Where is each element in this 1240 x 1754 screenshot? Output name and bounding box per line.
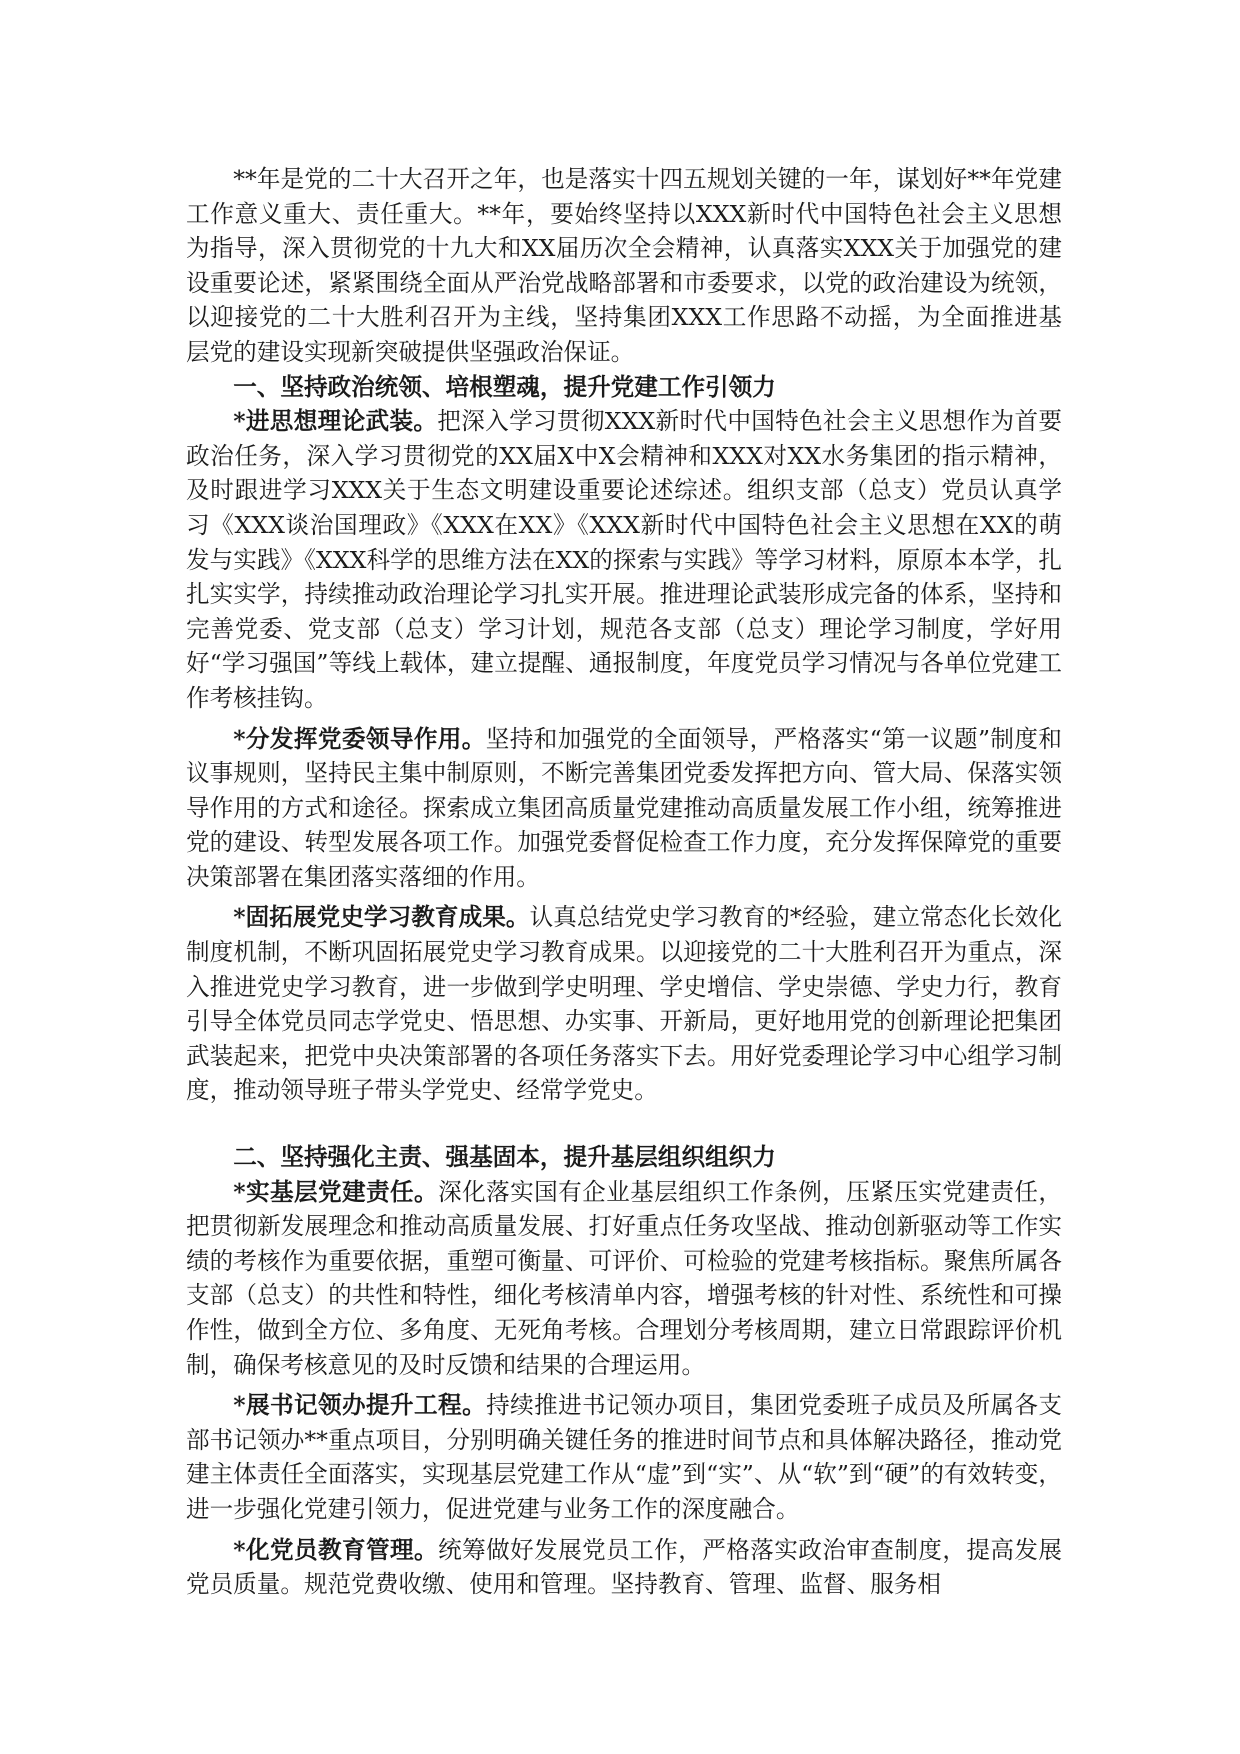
paragraph [186, 722, 1062, 895]
paragraph [186, 1533, 1062, 1602]
paragraph-lead: *实基层党建责任。 [233, 1177, 439, 1206]
paragraph-lead: *展书记领办提升工程。 [233, 1391, 487, 1420]
paragraph-body: 持续推进书记领办项目，集团党委班子成员及所属各支部书记领办**重点项目，分别明确关键任务的推进时间节点和具体解决路径，推动党建主体责任全面落实，实现基层党建工作从“虚”到“实”、从“软”到“硬”的有效转变，进一步强化党建引领力，促进党建与业务工作的深度融合。 [186, 1391, 1063, 1523]
section-heading: 一、坚持政治统领、培根塑魂，提升党建工作引领力 [233, 372, 776, 401]
paragraph-lead: *分发挥党委领导作用。 [233, 724, 486, 753]
section-heading: 二、坚持强化主责、强基固本，提升基层组织组织力 [233, 1143, 776, 1172]
paragraph-lead: *化党员教育管理。 [233, 1535, 439, 1564]
paragraph-body: 深化落实国有企业基层组织工作条例，压紧压实党建责任，把贯彻新发展理念和推动高质量发展、打好重点任务攻坚战、推动创新驱动等工作实绩的考核作为重要依据，重塑可衡量、可评价、可检验的党建考核指标。聚焦所属各支部（总支）的共性和特性，细化考核清单内容，增强考核的针对性、系统性和可操作性，做到全方位、多角度、无死角考核。合理划分考核周期，建立日常跟踪评价机制，确保考核意见的及时反馈和结果的合理运用。 [186, 1177, 1062, 1379]
paragraph [186, 1175, 1062, 1383]
section-1 [186, 370, 1062, 1108]
paragraph-body: 把深入学习贯彻XXX新时代中国特色社会主义思想作为首要政治任务，深入学习贯彻党的XX届X中X会精神和XXX对XX水务集团的指示精神，及时跟进学习XXX关于生态文明建设重要论述综述。组织支部（总支）党员认真学习《XXX谈治国理政》《XXX在XX》《XXX新时代中国特色社会主义思想在XX的萌发与实践》《XXX科学的思维方法在XX的探索与实践》等学习材料，原原本本学，扎扎实实学，持续推动政治理论学习扎实开展。推进理论武装形成完备的体系，坚持和完善党委、党支部（总支）学习计划，规范各支部（总支）理论学习制度，学好用好“学习强国”等线上载体，建立提醒、通报制度，年度党员学习情况与各单位党建工作考核挂钩。 [186, 407, 1062, 712]
paragraph-body: 统筹做好发展党员工作，严格落实政治审查制度，提高发展党员质量。规范党费收缴、使用和管理。坚持教育、管理、监督、服务相 [186, 1535, 1062, 1599]
paragraph [186, 404, 1062, 715]
paragraph [186, 900, 1062, 1108]
section-2 [186, 1140, 1062, 1602]
paragraph-body: 认真总结党史学习教育的*经验，建立常态化长效化制度机制，不断巩固拓展党史学习教育成果。以迎接党的二十大胜利召开为重点，深入推进党史学习教育，进一步做到学史明理、学史增信、学史崇德、学史力行，教育引导全体党员同志学党史、悟思想、办实事、开新局，更好地用党的创新理论把集团武装起来，把党中央决策部署的各项任务落实下去。用好党委理论学习中心组学习制度，推动领导班子带头学党史、经常学党史。 [186, 903, 1062, 1105]
paragraph-lead: *固拓展党史学习教育成果。 [233, 903, 530, 932]
paragraph-body: 坚持和加强党的全面领导，严格落实“第一议题”制度和议事规则，坚持民主集中制原则，不断完善集团党委发挥把方向、管大局、保落实领导作用的方式和途径。探索成立集团高质量党建推动高质量发展工作小组，统筹推进党的建设、转型发展各项工作。加强党委督促检查工作力度，充分发挥保障党的重要决策部署在集团落实落细的作用。 [186, 724, 1063, 891]
paragraph-lead: *进思想理论武装。 [233, 407, 438, 436]
intro-paragraph: **年是党的二十大召开之年，也是落实十四五规划关键的一年，谋划好**年党建工作意义重大、责任重大。**年，要始终坚持以XXX新时代中国特色社会主义思想为指导，深入贯彻党的十九大和XX届历次全会精神，认真落实XXX关于加强党的建设重要论述，紧紧围绕全面从严治党战略部署和市委要求，以党的政治建设为统领，以迎接党的二十大胜利召开为主线，坚持集团XXX工作思路不动摇，为全面推进基层党的建设实现新突破提供坚强政治保证。 [186, 165, 1062, 366]
paragraph [186, 1388, 1062, 1526]
